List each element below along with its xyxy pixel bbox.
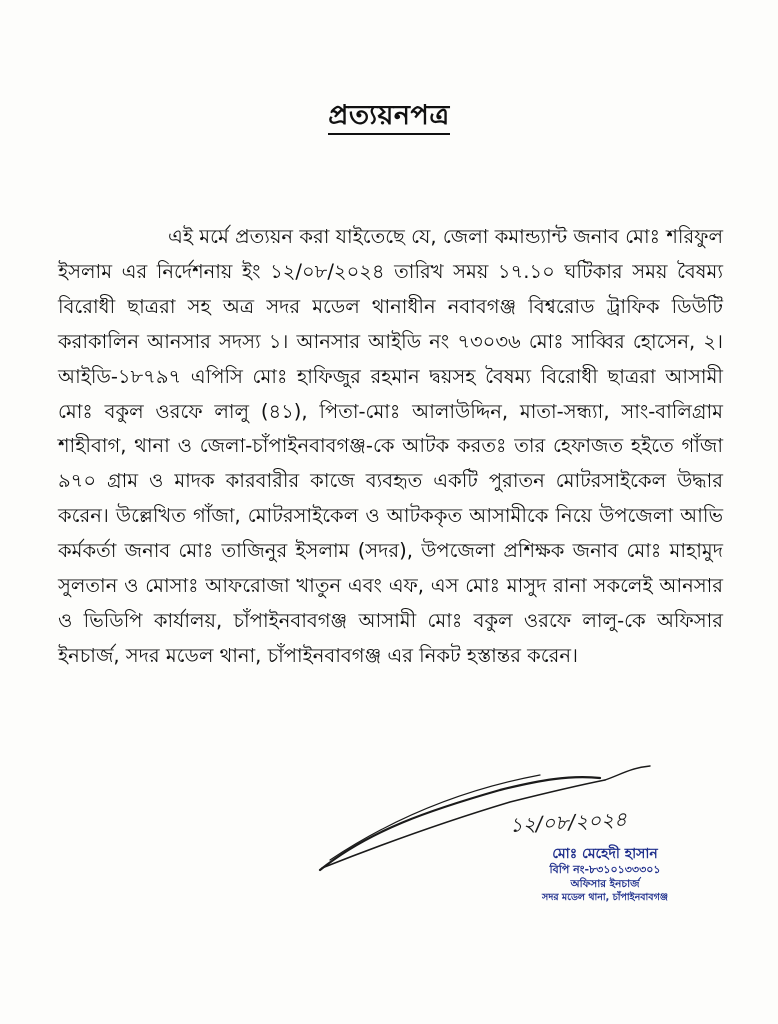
title-text: প্রত্যয়নপত্র xyxy=(328,100,449,135)
stamp-office: সদর মডেল থানা, চাঁপাইনবাবগঞ্জ xyxy=(542,892,668,903)
document-title xyxy=(0,95,778,140)
official-stamp xyxy=(505,845,705,905)
stamp-bp-number: বিপি নং-৮৩১০১৩৩৩০১ xyxy=(549,863,661,876)
body-paragraph: এই মর্মে প্রত্যয়ন করা যাইতেছে যে, জেলা কমান্ড্যান্ট জনাব মোঃ শরিফুল ইসলাম এর নির্দেশনায় ইং ১২/০৮/২০২৪ তারিখ সময় ১৭.১০ ঘটিকার সময় বৈষম্য বিরোধী ছাত্ররা সহ অত্র সদর মডেল থানাধীন নবাবগঞ্জ বিশ্বরোড ট্রাফিক ডিউটি করাকালিন আনসার সদস্য ১। আনসার আইডি নং ৭৩০৩৬ মোঃ সাব্বির হোসেন, ২। আইডি-১৮৭৯৭ এপিসি মোঃ হাফিজুর রহমান দ্বয়সহ বৈষম্য বিরোধী ছাত্ররা আসামী মোঃ বকুল ওরফে লালু (৪১), পিতা-মোঃ আলাউদ্দিন, মাতা-সন্ধ্যা, সাং-বালিগ্রাম শাহীবাগ, থানা ও জেলা-চাঁপাইনবাবগঞ্জ-কে আটক করতঃ তার হেফাজত হইতে গাঁজা ৯৭০ গ্রাম ও মাদক কারবারীর কাজে ব্যবহৃত একটি পুরাতন মোটরসাইকেল উদ্ধার করেন। উল্লেখিত গাঁজা, মোটরসাইকেল ও আটককৃত আসামীকে নিয়ে উপজেলা আভি কর্মকর্তা জনাব মোঃ তাজিনুর ইসলাম (সদর), উপজেলা প্রশিক্ষক জনাব মোঃ মাহামুদ সুলতান ও মোসাঃ আফরোজা খাতুন এবং এফ, এস মোঃ মাসুদ রানা সকলেই আনসার ও ভিডিপি কার্যালয়, চাঁপাইনবাবগঞ্জ আসামী মোঃ বকুল ওরফে লালু-কে অফিসার ইনচার্জ, সদর মডেল থানা, চাঁপাইনবাবগঞ্জ এর নিকট হস্তান্তর করেন। xyxy=(58,225,723,667)
signature-date: ১২/০৮/২০২৪ xyxy=(509,806,628,837)
stamp-role: অফিসার ইনচার্জ xyxy=(570,878,640,890)
stamp-name: মোঃ মেহেদী হাসান xyxy=(552,846,658,862)
signature-block xyxy=(310,750,730,920)
